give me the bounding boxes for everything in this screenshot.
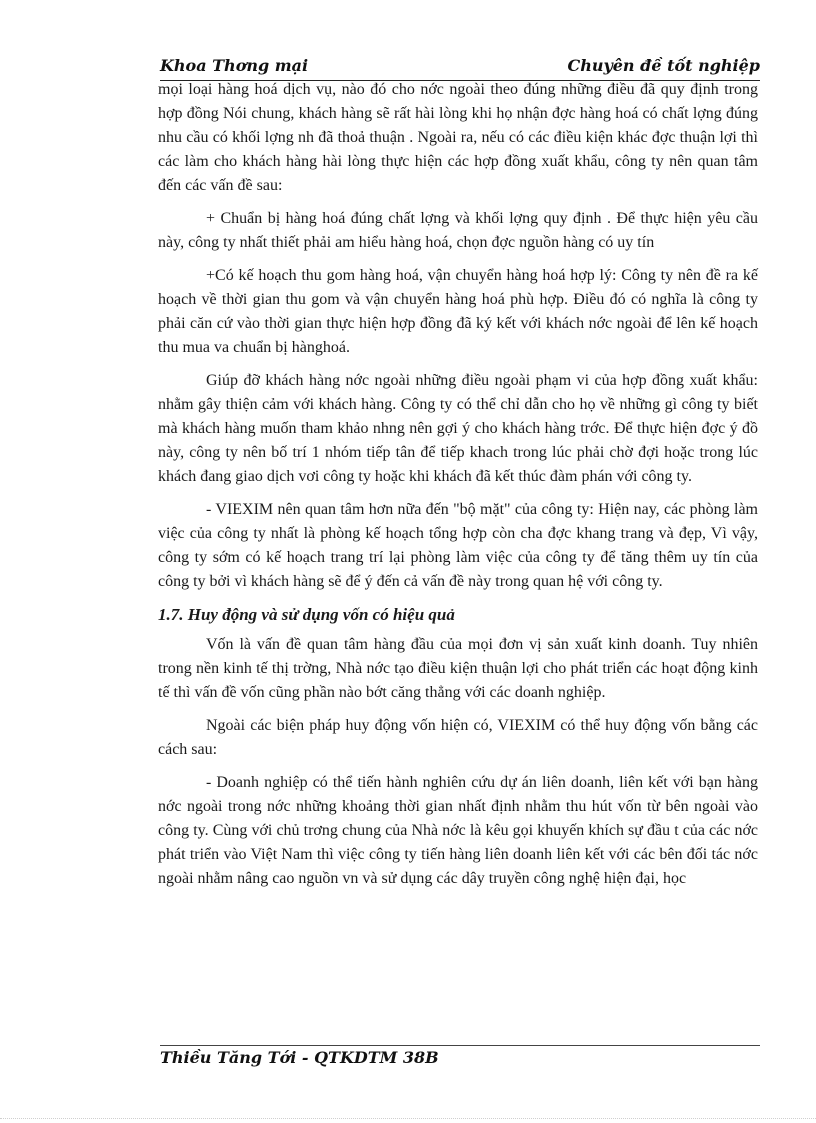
header-title: Chuyên đề tốt nghiệp [567,56,760,75]
page-footer: Thiều Tăng Tới - QTKDTM 38B [160,1048,439,1067]
section-paragraph-2: Ngoài các biện pháp huy động vốn hiện có, VIEXIM có thể huy động vốn bằng các cách sau: [158,717,758,758]
paragraph-4: Giúp đỡ khách hàng nớc ngoài những điều ngoài phạm vi của hợp đồng xuất khẩu: nhằm gây thiện cảm với khách hàng. Công ty có thể chỉ dẫn cho họ về những gì công ty biết mà khách hàng muốn tham khảo nhng nên gợi ý cho khách hàng trớc. Để thực hiện đợc ý đồ này, công ty nên bố trí 1 nhóm tiếp tân để tiếp khach trong lúc phải chờ đợi hoặc trong lúc khách đang giao dịch vơi công ty hoặc khi khách đã kết thúc đàm phán với công ty. [158,372,758,485]
footer-rule [160,1045,760,1046]
section-paragraph-1: Vốn là vấn đề quan tâm hàng đầu của mọi đơn vị sản xuất kinh doanh. Tuy nhiên trong nền kinh tế thị trờng, Nhà nớc tạo điều kiện thuận lợi cho phát triển các hoạt động kinh tế thì vấn đề vốn cũng phần nào bớt căng thẳng với các doanh nghiệp. [158,636,758,701]
paragraph-3: +Có kế hoạch thu gom hàng hoá, vận chuyển hàng hoá hợp lý: Công ty nên đề ra kế hoạch về thời gian thu gom và vận chuyển hàng hoá phù hợp. Điều đó có nghĩa là công ty phải căn cứ vào thời gian thực hiện hợp đồng đã ký kết với khách nớc ngoài để lên kế hoạch thu mua va chuẩn bị hànghoá. [158,267,758,356]
section-heading: 1.7. Huy động và sử dụng vốn có hiệu quả [158,605,455,624]
paragraph-2: + Chuẩn bị hàng hoá đúng chất lợng và khối lợng quy định . Để thực hiện yêu cầu này, công ty nhất thiết phải am hiểu hàng hoá, chọn đợc nguồn hàng có uy tín [158,210,758,251]
paragraph-5: - VIEXIM nên quan tâm hơn nữa đến "bộ mặt" của công ty: Hiện nay, các phòng làm việc của công ty nhất là phòng kế hoạch tổng hợp còn cha đợc khang trang và đẹp, Vì vậy, công ty sớm có kế hoạch trang trí lại phòng làm việc của công ty để tăng thêm uy tín của công ty bởi vì khách hàng sẽ để ý đến cả vấn đề này trong quan hệ với công ty. [158,501,758,590]
page-edge [0,1118,816,1119]
section-paragraph-3: - Doanh nghiệp có thể tiến hành nghiên cứu dự án liên doanh, liên kết với bạn hàng nớc ngoài trong nớc những khoảng thời gian nhất định nhằm thu hút vốn từ bên ngoài vào công ty. Cùng với chủ trơng chung của Nhà nớc là kêu gọi khuyến khích sự đầu t của các nớc phát triển vào Việt Nam thì việc công ty tiến hàng liên doanh liên kết với các bên đối tác nớc ngoài nhằm nâng cao nguồn vn và sử dụng các dây truyền công nghệ hiện đại, học [158,774,758,887]
header-faculty: Khoa Thơng mại [160,56,309,75]
body-text [158,78,758,900]
paragraph-1: mọi loại hàng hoá dịch vụ, nào đó cho nớc ngoài theo đúng những điều đã quy định trong hợp đồng Nói chung, khách hàng sẽ rất hài lòng khi họ nhận đợc hàng hoá có chất lợng đúng nhu cầu có khối lợng nh đã thoả thuận . Ngoài ra, nếu có các điều kiện khác đợc thuận lợi thì các làm cho khách hàng hài lòng thực hiện các hợp đồng xuất khẩu, công ty nên quan tâm đến các vấn đề sau: [158,81,758,194]
page-header [160,56,760,80]
